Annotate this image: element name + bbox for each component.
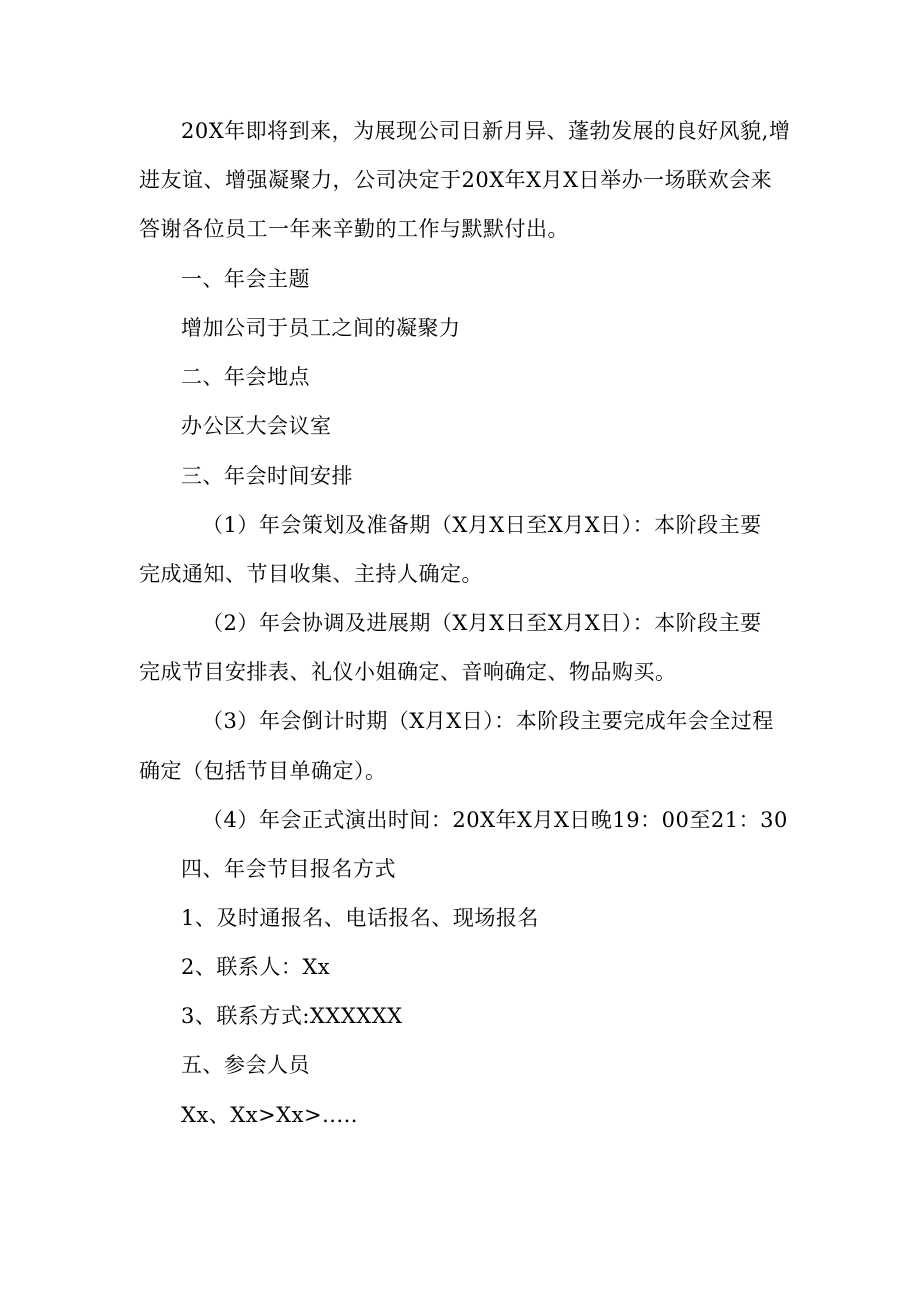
schedule-item-1-line-1: （1）年会策划及准备期（X月X日至X月X日）：本阶段主要 xyxy=(202,513,762,537)
schedule-item-2-line-2: 完成节目安排表、礼仪小姐确定、音响确定、物品购买。 xyxy=(139,660,677,684)
schedule-item-3-line-1: （3）年会倒计时期（X月X日）：本阶段主要完成年会全过程 xyxy=(202,709,774,733)
schedule-item-4: （4）年会正式演出时间：20X年X月X日晚19：00至21：30 xyxy=(202,808,788,832)
schedule-item-2-line-1: （2）年会协调及进展期（X月X日至X月X日）：本阶段主要 xyxy=(202,611,762,635)
section-heading-location: 二、年会地点 xyxy=(181,365,310,389)
signup-item-3: 3、联系方式:XXXXXX xyxy=(181,1004,403,1028)
attendees-text: Xx、Xx>Xx>..... xyxy=(181,1103,358,1127)
intro-line-3: 答谢各位员工一年来辛勤的工作与默默付出。 xyxy=(139,217,569,241)
section-heading-schedule: 三、年会时间安排 xyxy=(181,464,353,488)
section-heading-theme: 一、年会主题 xyxy=(181,267,310,291)
signup-item-1: 1、及时通报名、电话报名、现场报名 xyxy=(181,906,539,930)
schedule-item-1-line-2: 完成通知、节目收集、主持人确定。 xyxy=(139,562,483,586)
intro-line-2: 进友谊、增强凝聚力，公司决定于20X年X月X日举办一场联欢会来 xyxy=(139,168,773,192)
location-text: 办公区大会议室 xyxy=(181,414,332,438)
intro-line-1: 20X年即将到来，为展现公司日新月异、蓬勃发展的良好风貌,增 xyxy=(181,119,791,143)
section-heading-signup: 四、年会节目报名方式 xyxy=(181,857,396,881)
schedule-item-3-line-2: 确定（包括节目单确定）。 xyxy=(139,759,387,783)
signup-item-2: 2、联系人：Xx xyxy=(181,955,331,979)
theme-text: 增加公司于员工之间的凝聚力 xyxy=(181,316,461,340)
section-heading-attendees: 五、参会人员 xyxy=(181,1053,310,1077)
